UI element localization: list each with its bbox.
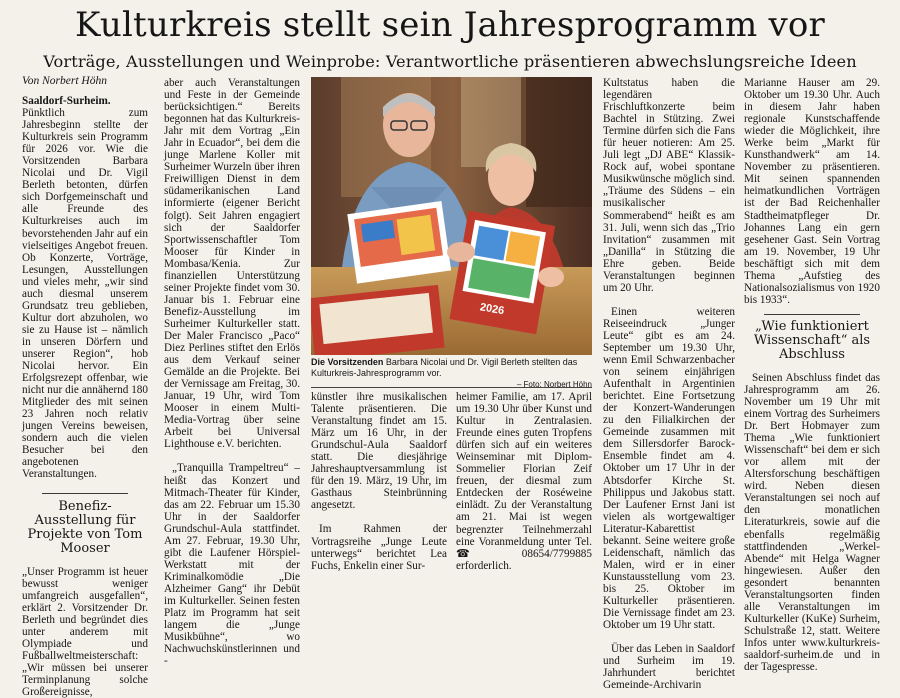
subheadline: Vorträge, Ausstellungen und Weinprobe: Verantwortliche präsentieren abwechslungsreiche Ideen bbox=[0, 52, 900, 72]
column-4 bbox=[456, 391, 592, 572]
caption-bold: Die Vorsitzenden bbox=[311, 357, 383, 367]
paragraph: Seinen Abschluss findet das Jahresprogramm am 26. November um 19 Uhr mit einem Vortrag des Surheimers Dr. Bert Hobmayer zum Thema „Wie funktioniert Wissenschaft“ bei dem er sich vor allem mit der Altersforschung beschäftigen wird. Neben diesen Veranstaltungen sei noch auf den monatlichen Literaturkreis, sowie auf die ebenfalls regelmäßig stattfindenden „Werkel-Abende“ mit Helga Wagner hingewiesen. Außer den gesondert benannten Veranstaltungsorten finden alle Veranstaltungen im Kulturkeller (KuKe) Surheim, Schulstraße 12, statt. Weitere Infos unter www.kulturkreis-saaldorf-surheim.de und in der Tagespresse. bbox=[744, 372, 880, 673]
calendar-year-label: 2026 bbox=[479, 301, 505, 317]
section-subhead: Benefiz-Ausstellung für Projekte von Tom Mooser bbox=[22, 500, 148, 556]
lead-text: Pünktlich zum Jahresbeginn stellte der Kulturkreis sein Programm für 2026 vor. Wie die Vorsitzenden Barbara Nicolai und Dr. Vigil Berleth betonten, dürfen sich Dorfgemeinschaft und alle Freunde des Kulturkreises auch im bevorstehenden Jahr auf ein vielseitiges Angebot freuen. Ob Konzerte, Vorträge, Lesungen, Ausstellungen und vieles mehr, „wir sind auch diesmal unserem Grundsatz treu geblieben, Kultur dort abzuholen, wo sie zu Hause ist – nämlich in unseren Dörfern und unserer Region“, hob Nicolai hervor. Ein Erfolgsrezept offenbar, wie nicht nur die annähernd 180 Mitglieder des mit seinen 23 Jahren noch relativ jungen Vereins beweisen, sondern auch die vielen Besucher bei den angebotenen Veranstaltungen. bbox=[22, 107, 148, 480]
paragraph: Kultstatus haben die legendären Frischluftkonzerte beim Bachtel in Stützing. Zwei Termine dürfen sich die Fans für heuer notieren: Am 25. Juli legt „DJ ABE“ Klassik-Rock auf, wobei spontane Musikwünsche möglich sind. „Träume des Südens – ein musikalischer Sommerabend“ heißt es am 31. Juli, wenn sich das „Trio Invitation“ zusammen mit „Danilla“ in Stützing die Ehre geben. Beide Veranstaltungen beginnen um 20 Uhr. bbox=[603, 77, 735, 294]
headline: Kulturkreis stellt sein Jahresprogramm vor bbox=[0, 4, 900, 46]
paragraph: künstler ihre musikalischen Talente präsentieren. Die Veranstaltung findet am 15. März um 16 Uhr, in der Grundschul-Aula Saaldorf statt. Die diesjährige Jahreshauptversammlung ist für den 19. März, 19 Uhr, im Gasthaus Steinbrünning angesetzt. bbox=[311, 391, 447, 511]
article-photo bbox=[311, 77, 592, 355]
paragraph: aber auch Veranstaltungen und Feste in der Gemeinde berücksichtigen.“ Bereits begonnen hat das Kulturkreis-Jahr mit dem Vortrag „Ein Jahr in Ecuador“, bei dem die junge Marlene Koller mit Surheimer Wurzeln über ihren Freiwilligen Dienst in dem südamerikanischen Land informierte (eigener Bericht folgt). Seit Jahren engagiert sich der Saaldorfer Sportwissenschaftler Tom Mooser für Kinder in Mombasa/Kenia. Zur finanziellen Unterstützung seiner Projekte findet vom 30. Januar bis 1. Februar eine Benefiz-Ausstellung im Surheimer Kulturkeller statt. Der Maler Francisco „Paco“ Diez Perlines stiftet den Erlös aus dem Verkauf seiner Gemälde an die Projekte. Bei der Vernissage am Freitag, 30. Januar, 19 Uhr, wird Tom Mooser in einem Multi-Media-Vortrag über seine Arbeit bei Universal Lighthouse e.V. berichten. bbox=[164, 77, 300, 450]
lead-paragraph bbox=[22, 95, 148, 481]
photo-caption bbox=[311, 357, 592, 390]
dateline: Saaldorf-Surheim. bbox=[22, 95, 111, 107]
column-5 bbox=[603, 77, 735, 691]
paragraph: „Unser Programm ist heuer bewusst weniger umfangreich ausgefallen“, erklärt 2. Vorsitzender Dr. Berleth und begründet dies unter anderem mit Olympiade und Fußballweltmeisterschaft: „Wir müssen bei unserer Terminplanung solche Großereignisse, bbox=[22, 566, 148, 698]
paragraph: heimer Familie, am 17. April um 19.30 Uhr über Kunst und Kultur in Zentralasien. Freunde eines guten Tropfens dürfen sich auf ein weiteres Weinseminar mit Diplom-Sommelier Florian Zeif freuen, der diesmal zum Entdecken der Roséweine einlädt. Zu der Veranstaltung am 21. Mai ist wegen begrenzter Teilnehmerzahl eine Voranmeldung unter Tel. ☎ 08654/7799885 erforderlich. bbox=[456, 391, 592, 572]
paragraph: „Tranquilla Trampeltreu“ – heißt das Konzert und Mitmach-Theater für Kinder, das am 22. Februar um 15.30 Uhr in der Saaldorfer Grundschul-Aula stattfindet. Am 27. Februar, 19.30 Uhr, gibt die Laufener Hörspiel-Werkstatt mit der Kriminalkomödie „Die Alzheimer Gang“ ihr Debüt im Kulturkeller. Seinen festen Platz im Programm hat seit langem die „Junge Musikbühne“, wo Nachwuchskünstlerinnen und - bbox=[164, 462, 300, 667]
column-6 bbox=[744, 77, 880, 673]
paragraph: Über das Leben in Saaldorf und Surheim im 19. Jahrhundert berichtet Gemeinde-Archivarin bbox=[603, 643, 735, 691]
column-2 bbox=[164, 77, 300, 667]
column-3 bbox=[311, 391, 447, 572]
photo-illustration bbox=[311, 77, 592, 355]
paragraph: Im Rahmen der Vortragsreihe „Junge Leute unterwegs“ berichtet Lea Fuchs, Enkelin einer Sur- bbox=[311, 523, 447, 571]
photo-credit: – Foto: Norbert Höhn bbox=[311, 379, 592, 390]
column-1 bbox=[22, 95, 148, 698]
author-byline: Von Norbert Höhn bbox=[22, 75, 107, 87]
caption-text: Barbara Nicolai und Dr. Vigil Berleth stellten das Kulturkreis-Jahresprogramm vor. bbox=[311, 357, 577, 378]
paragraph: Marianne Hauser am 29. Oktober um 19.30 Uhr. Auch in diesem Jahr haben regionale Kunstschaffende wieder die Möglichkeit, ihre Werke beim „Markt für Kunsthandwerk“ am 14. November zu präsentieren. Mit seinen spannenden heimatkundlichen Vorträgen ist der Bad Reichenhaller Stadtheimatpfleger Dr. Johannes Lang ein gern gesehener Gast. Sein Vortrag am 19. November, 19 Uhr beschäftigt sich mit dem Thema „Aufstieg des Nationalsozialismus von 1920 bis 1933“. bbox=[744, 77, 880, 306]
photo-divider bbox=[311, 387, 592, 388]
section-subhead: „Wie funktioniert Wissenschaft“ als Abschluss bbox=[744, 320, 880, 362]
paragraph: Einen weiteren Reiseeindruck „Junger Leute“ gibt es am 24. September um 19.30 Uhr, wenn Emil Schwarzenbacher von seinem einjährigen Aufenthalt in Argentinien berichtet. Eine Fortsetzung der Konzert-Wanderungen zu den Filialkirchen der Gemeinde zusammen mit dem Sillersdorfer Barock-Ensemble findet am 4. Oktober um 17 Uhr in der Abtsdorfer Kirche St. Philippus und Jakobus statt. Der Laufener Ernst Jani ist vielen als wortgewaltiger Literatur-Kabarettist bekannt. Seine weitere große Leidenschaft, nämlich das Malen, wird er in einer Kunstausstellung vom 23. bis 25. Oktober im Kulturkeller präsentieren. Die Vernissage findet am 23. Oktober um 19 Uhr statt. bbox=[603, 306, 735, 631]
